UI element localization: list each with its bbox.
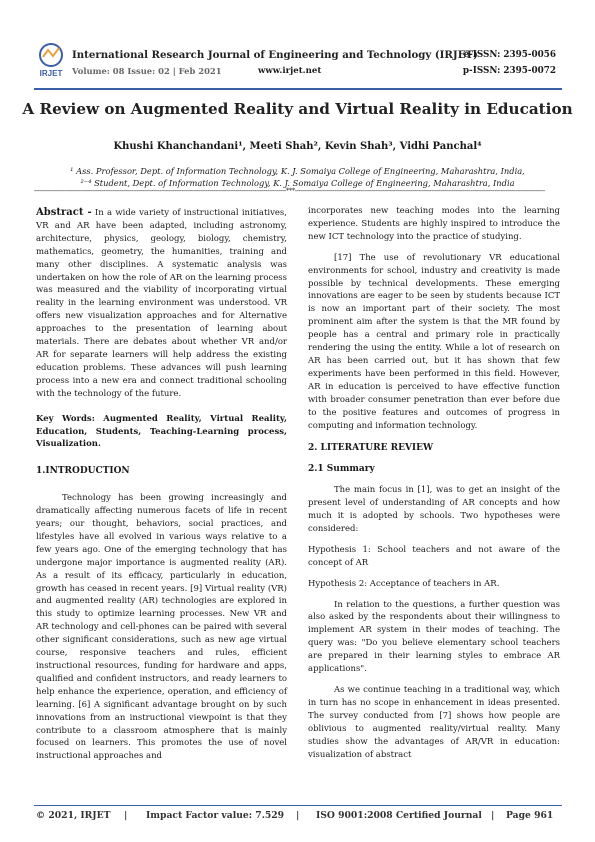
continue-paragraph: As we continue teaching in a traditional way, which in turn has no scope in enhancement in ideas presented. The survey conducted from [7] shows how people are oblivious to augmented reality/virtual reality. Many studies show the advantages of AR/VR in education: visualization of abstract — [308, 685, 560, 760]
left-column — [36, 207, 287, 771]
questions-paragraph: In relation to the questions, a further question was also asked by the respondents about their willingness to implement AR system in their modes of teaching. The query was: "Do you believe elementary school teachers are prepared in their learning styles to embrace AR applications". — [308, 599, 560, 675]
affiliation-2: ²⁻⁴ Student, Dept. of Information Technology, K. J. Somaiya College of Engineering, Maharashtra, India — [80, 178, 515, 188]
abstract-label: Abstract - — [36, 207, 92, 218]
paper-authors: Khushi Khanchandani¹, Meeti Shah², Kevin Shah³, Vidhi Panchal⁴ — [113, 141, 482, 152]
paragraph-17: [17] The use of revolutionary VR educational environments for school, industry and creativity is made possible by technical developments. These emerging innovations are eager to be seen by students because ICT is now an important part of their society. The most prominent aim after the system is that the MR found by people has a central and primary role in practically rendering the using the entity. While a lot of research on AR has been carried out, but it has shown that few experiments have been performed in this field. However, AR in education is perceived to have effective function with broader consumer penetration than ever before due to the positive features and outcomes of progress in computing and information technology. — [308, 252, 560, 431]
hypothesis-2: Hypothesis 2: Acceptance of teachers in AR. — [308, 578, 500, 589]
literature-review-heading: 2. LITERATURE REVIEW — [308, 443, 434, 454]
footer-impact-factor: Impact Factor value: 7.529 — [146, 810, 285, 821]
summary-text: The main focus in [1], was to get an insight of the present level of understanding of AR concepts and how much it is adopted by schools. Two hypotheses were considered: — [308, 485, 560, 534]
footer-iso: ISO 9001:2008 Certified Journal — [316, 810, 482, 821]
header-rule — [34, 88, 562, 90]
introduction-text: Technology has been growing increasingly and dramatically affecting numerous facets of life in recent years; our thought, behaviors, social practices, and lifestyles have all evolved in various ways relative to a few years ago. One of the emerging technology that has undergone major importance is augmented reality (AR). As a result of its efficacy, particularly in education, growth has ceased in recent years. [9] Virtual reality (VR) and augmented reality (AR) technologies are explored in this study to optimize learning processes. New VR and AR technology and cell-phones can be paired with several other significant considerations, such as new age virtual course, responsive teachers and rules, efficient instructional resources, funding for hardware and apps, qualified and confident instructors, and ready learners to help enhance the experience, operation, and efficiency of learning. [6] A significant advantage brought on by such innovations from an instructional viewpoint is that they contribute to a classroom atmosphere that is mainly focused on learners. This promotes the use of novel instructional approaches and — [36, 493, 287, 762]
journal-title: International Research Journal of Engineering and Technology (IRJET) — [72, 49, 478, 61]
footer-page-number: Page 961 — [506, 810, 554, 821]
footer-separator-2: | — [296, 810, 300, 821]
logo-text: IRJET — [39, 69, 63, 78]
footer-copyright: © 2021, IRJET — [36, 810, 111, 821]
abstract-text: In a wide variety of instructional initiatives, VR and AR have been adapted, including astronomy, architecture, physics, geology, biology, chemistry, mathematics, geometry, the humanities, training and many other disciplines. A systematic analysis was undertaken on how the role of AR on the learning process was measured and the viability of incorporating virtual reality in the learning environment was understood. VR offers new visualization approaches and for Alternative approaches to the presentation of learning about materials. There are debates about whether VR and/or AR for separate learners will help address the existing education problems. These advances will push learning process into a new era and connect traditional schooling with the technology of the future. — [36, 208, 287, 399]
affiliation-1: ¹ Ass. Professor, Dept. of Information Technology, K. J. Somaiya College of Engineering, Maharashtra, India, — [70, 166, 525, 176]
footer-separator-1: | — [124, 810, 128, 821]
journal-website[interactable]: www.irjet.net — [258, 66, 322, 76]
right-column — [308, 205, 560, 769]
keywords: Key Words: Augmented Reality, Virtual Reality, Education, Students, Teaching-Learning process, Visualization. — [36, 413, 287, 450]
continued-paragraph: incorporates new teaching modes into the learning experience. Students are highly inspired to introduce the new ICT technology into the practice of studying. — [308, 206, 560, 242]
paper-title: A Review on Augmented Reality and Virtual Reality in Education — [22, 100, 573, 118]
journal-volume: Volume: 08 Issue: 02 | Feb 2021 — [72, 66, 222, 76]
e-issn: e-ISSN: 2395-0056 — [463, 50, 556, 60]
abstract — [36, 207, 287, 401]
hypothesis-1: Hypothesis 1: School teachers and not aware of the concept of AR — [308, 544, 560, 568]
title-separator: ---------------------------------------------------------------------------------------------------------------------------------------***-------------------------------------------------------------------------------------------------------------------------------------- — [34, 187, 545, 195]
p-issn: p-ISSN: 2395-0072 — [462, 66, 556, 76]
irjet-logo — [34, 42, 68, 78]
summary-heading: 2.1 Summary — [308, 464, 375, 475]
journal-header — [34, 42, 562, 90]
footer-rule — [34, 805, 562, 806]
footer-separator-3: | — [491, 810, 495, 821]
introduction-heading: 1.INTRODUCTION — [36, 466, 130, 477]
